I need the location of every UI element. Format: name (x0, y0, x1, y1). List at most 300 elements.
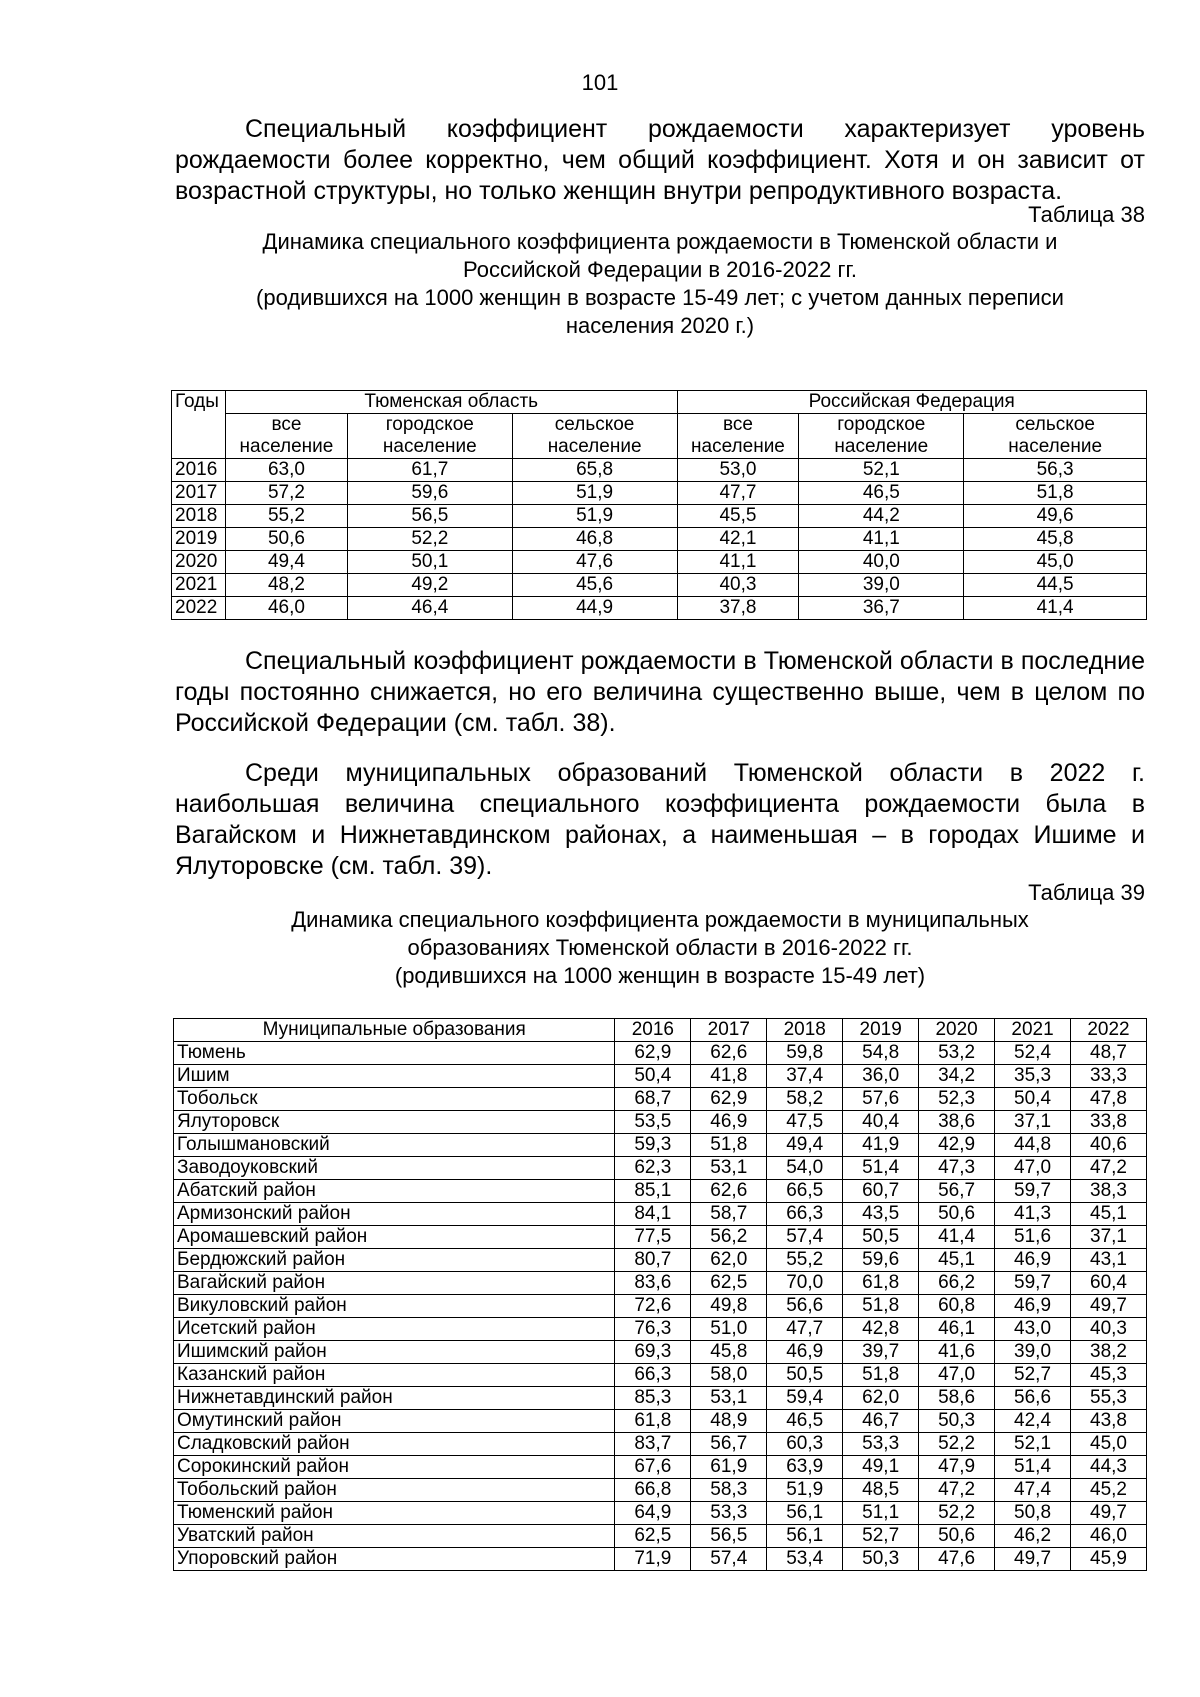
row-municipality: Тобольск (174, 1088, 615, 1111)
paragraph-3-text: Среди муниципальных образований Тюменской области в 2022 г. наибольшая величина специального коэффициента рождаемости была в Вагайском и Нижнетавдинском районах, а наименьшая – в городах Ишиме и Ялуторовске (см. табл. 39). (175, 759, 1145, 880)
table-cell: 83,7 (615, 1433, 691, 1456)
table-cell: 56,5 (347, 505, 512, 528)
table-cell: 57,4 (691, 1548, 767, 1571)
row-municipality: Тюменский район (174, 1502, 615, 1525)
table-cell: 45,8 (964, 528, 1147, 551)
table-cell: 49,8 (691, 1295, 767, 1318)
table-cell: 36,7 (799, 597, 964, 620)
header-year: 2017 (691, 1019, 767, 1042)
table-cell: 52,1 (799, 459, 964, 482)
table-cell: 49,6 (964, 505, 1147, 528)
table-cell: 56,6 (995, 1387, 1071, 1410)
table-cell: 53,0 (677, 459, 799, 482)
table-cell: 47,5 (767, 1111, 843, 1134)
table-cell: 76,3 (615, 1318, 691, 1341)
paragraph-1-text: Специальный коэффициент рождаемости характеризует уровень рождаемости более корректно, чем общий коэффициент. Хотя и он зависит от возрастной структуры, но только женщин внутри репродуктивного возраста. (175, 115, 1145, 205)
table-cell: 72,6 (615, 1295, 691, 1318)
table-cell: 47,7 (767, 1318, 843, 1341)
row-year: 2017 (172, 482, 226, 505)
table-cell: 61,8 (615, 1410, 691, 1433)
row-municipality: Нижнетавдинский район (174, 1387, 615, 1410)
table-cell: 38,3 (1071, 1180, 1147, 1203)
table-39-title (175, 906, 1145, 990)
table-cell: 51,8 (691, 1134, 767, 1157)
table-cell: 47,2 (919, 1479, 995, 1502)
table-cell: 47,0 (995, 1157, 1071, 1180)
table-38-title-line-4: населения 2020 г.) (565, 313, 755, 338)
table-cell: 63,0 (225, 459, 347, 482)
table-cell: 56,6 (767, 1295, 843, 1318)
row-year: 2016 (172, 459, 226, 482)
row-year: 2021 (172, 574, 226, 597)
table-39 (173, 1018, 1147, 1571)
row-municipality: Вагайский район (174, 1272, 615, 1295)
table-cell: 58,2 (767, 1088, 843, 1111)
paragraph-3 (175, 758, 1145, 882)
table-cell: 38,2 (1071, 1341, 1147, 1364)
table-cell: 62,6 (691, 1042, 767, 1065)
table-cell: 66,3 (615, 1364, 691, 1387)
table-cell: 51,1 (843, 1502, 919, 1525)
table-row (174, 1525, 1147, 1548)
table-cell: 58,6 (919, 1387, 995, 1410)
row-municipality: Ишим (174, 1065, 615, 1088)
table-cell: 46,4 (347, 597, 512, 620)
table-cell: 37,8 (677, 597, 799, 620)
table-cell: 67,6 (615, 1456, 691, 1479)
table-cell: 45,0 (1071, 1433, 1147, 1456)
table-cell: 56,1 (767, 1502, 843, 1525)
row-municipality: Бердюжский район (174, 1249, 615, 1272)
subheader-3: все население (677, 414, 799, 459)
table-cell: 59,4 (767, 1387, 843, 1410)
table-cell: 52,7 (843, 1525, 919, 1548)
table-cell: 62,0 (691, 1249, 767, 1272)
table-cell: 52,3 (919, 1088, 995, 1111)
table-cell: 56,5 (691, 1525, 767, 1548)
table-38-label: Таблица 38 (1028, 202, 1145, 227)
subheader-1: городское население (347, 414, 512, 459)
table-cell: 60,8 (919, 1295, 995, 1318)
row-municipality: Ишимский район (174, 1341, 615, 1364)
table-cell: 41,8 (691, 1065, 767, 1088)
table-cell: 47,9 (919, 1456, 995, 1479)
table-row (174, 1479, 1147, 1502)
row-municipality: Викуловский район (174, 1295, 615, 1318)
row-year: 2019 (172, 528, 226, 551)
table-cell: 45,1 (1071, 1203, 1147, 1226)
table-row (174, 1226, 1147, 1249)
table-cell: 39,0 (799, 574, 964, 597)
table-row (174, 1318, 1147, 1341)
table-row (174, 1364, 1147, 1387)
row-municipality: Тюмень (174, 1042, 615, 1065)
table-cell: 42,1 (677, 528, 799, 551)
table-cell: 57,4 (767, 1226, 843, 1249)
table-cell: 51,9 (767, 1479, 843, 1502)
subheader-0: все население (225, 414, 347, 459)
table-cell: 50,5 (843, 1226, 919, 1249)
header-year: 2020 (919, 1019, 995, 1042)
table-cell: 46,1 (919, 1318, 995, 1341)
table-cell: 46,9 (767, 1341, 843, 1364)
header-municipality: Муниципальные образования (174, 1019, 615, 1042)
table-cell: 47,3 (919, 1157, 995, 1180)
row-municipality: Голышмановский (174, 1134, 615, 1157)
table-cell: 46,5 (799, 482, 964, 505)
table-cell: 61,9 (691, 1456, 767, 1479)
header-year: 2016 (615, 1019, 691, 1042)
table-cell: 52,2 (919, 1433, 995, 1456)
table-cell: 41,6 (919, 1341, 995, 1364)
table-cell: 53,4 (767, 1548, 843, 1571)
paragraph-2 (175, 646, 1145, 739)
table-cell: 47,2 (1071, 1157, 1147, 1180)
header-tyumen-region: Тюменская область (225, 391, 677, 414)
table-cell: 58,7 (691, 1203, 767, 1226)
table-cell: 47,6 (919, 1548, 995, 1571)
table-row (174, 1180, 1147, 1203)
table-cell: 46,9 (995, 1249, 1071, 1272)
table-row (172, 482, 1147, 505)
row-municipality: Омутинский район (174, 1410, 615, 1433)
table-cell: 62,9 (691, 1088, 767, 1111)
table-row (172, 505, 1147, 528)
table-cell: 42,9 (919, 1134, 995, 1157)
table-row (174, 1548, 1147, 1571)
table-cell: 85,3 (615, 1387, 691, 1410)
table-row (172, 551, 1147, 574)
table-cell: 44,2 (799, 505, 964, 528)
table-cell: 40,3 (677, 574, 799, 597)
table-row (172, 597, 1147, 620)
table-cell: 53,2 (919, 1042, 995, 1065)
table-cell: 52,4 (995, 1042, 1071, 1065)
table-cell: 38,6 (919, 1111, 995, 1134)
row-municipality: Армизонский район (174, 1203, 615, 1226)
table-cell: 63,9 (767, 1456, 843, 1479)
table-cell: 49,2 (347, 574, 512, 597)
table-cell: 56,2 (691, 1226, 767, 1249)
subheader-5: сельское население (964, 414, 1147, 459)
table-cell: 50,6 (225, 528, 347, 551)
table-cell: 51,4 (843, 1157, 919, 1180)
table-cell: 51,4 (995, 1456, 1071, 1479)
table-cell: 50,8 (995, 1502, 1071, 1525)
table-39-label: Таблица 39 (1028, 880, 1145, 905)
table-cell: 45,9 (1071, 1548, 1147, 1571)
table-cell: 49,1 (843, 1456, 919, 1479)
table-cell: 47,4 (995, 1479, 1071, 1502)
table-cell: 40,3 (1071, 1318, 1147, 1341)
table-cell: 53,3 (691, 1502, 767, 1525)
table-cell: 44,8 (995, 1134, 1071, 1157)
row-year: 2020 (172, 551, 226, 574)
table-cell: 41,1 (799, 528, 964, 551)
table-39-title-line-1: Динамика специального коэффициента рождаемости в муниципальных (291, 907, 1029, 932)
table-cell: 46,0 (1071, 1525, 1147, 1548)
table-cell: 51,0 (691, 1318, 767, 1341)
table-cell: 46,0 (225, 597, 347, 620)
table-row (174, 1295, 1147, 1318)
table-cell: 50,5 (767, 1364, 843, 1387)
table-row (174, 1249, 1147, 1272)
table-cell: 39,7 (843, 1341, 919, 1364)
table-row (172, 574, 1147, 597)
header-year: 2021 (995, 1019, 1071, 1042)
header-year: 2018 (767, 1019, 843, 1042)
table-cell: 52,2 (347, 528, 512, 551)
table-cell: 41,9 (843, 1134, 919, 1157)
table-cell: 52,2 (919, 1502, 995, 1525)
table-row (174, 1456, 1147, 1479)
table-cell: 51,9 (512, 505, 677, 528)
table-cell: 53,5 (615, 1111, 691, 1134)
table-cell: 44,3 (1071, 1456, 1147, 1479)
table-cell: 51,9 (512, 482, 677, 505)
row-municipality: Заводоуковский (174, 1157, 615, 1180)
table-cell: 47,8 (1071, 1088, 1147, 1111)
table-row (174, 1065, 1147, 1088)
table-cell: 41,1 (677, 551, 799, 574)
table-row (174, 1203, 1147, 1226)
table-cell: 53,1 (691, 1157, 767, 1180)
table-cell: 59,7 (995, 1272, 1071, 1295)
table-cell: 45,8 (691, 1341, 767, 1364)
table-row (174, 1088, 1147, 1111)
table-cell: 45,5 (677, 505, 799, 528)
table-row (174, 1502, 1147, 1525)
table-row (172, 459, 1147, 482)
table-cell: 53,3 (843, 1433, 919, 1456)
table-cell: 56,1 (767, 1525, 843, 1548)
table-cell: 50,6 (919, 1203, 995, 1226)
table-cell: 47,6 (512, 551, 677, 574)
table-39-title-line-2: образованиях Тюменской области в 2016-2022 гг. (407, 935, 913, 960)
row-municipality: Аромашевский район (174, 1226, 615, 1249)
table-cell: 49,7 (995, 1548, 1071, 1571)
table-cell: 59,7 (995, 1180, 1071, 1203)
page-number: 101 (581, 70, 619, 95)
header-year: 2019 (843, 1019, 919, 1042)
table-row (174, 1157, 1147, 1180)
table-cell: 62,5 (691, 1272, 767, 1295)
table-cell: 83,6 (615, 1272, 691, 1295)
table-cell: 58,0 (691, 1364, 767, 1387)
table-cell: 43,1 (1071, 1249, 1147, 1272)
table-cell: 60,3 (767, 1433, 843, 1456)
table-cell: 45,6 (512, 574, 677, 597)
table-cell: 56,7 (919, 1180, 995, 1203)
table-cell: 37,1 (995, 1111, 1071, 1134)
table-38-title (175, 228, 1145, 340)
row-municipality: Упоровский район (174, 1548, 615, 1571)
header-russian-federation: Российская Федерация (677, 391, 1147, 414)
table-cell: 57,2 (225, 482, 347, 505)
row-year: 2022 (172, 597, 226, 620)
table-cell: 43,8 (1071, 1410, 1147, 1433)
table-cell: 49,7 (1071, 1295, 1147, 1318)
table-cell: 42,8 (843, 1318, 919, 1341)
table-cell: 37,4 (767, 1065, 843, 1088)
table-cell: 66,2 (919, 1272, 995, 1295)
table-cell: 56,3 (964, 459, 1147, 482)
table-cell: 62,9 (615, 1042, 691, 1065)
table-cell: 51,8 (843, 1295, 919, 1318)
table-cell: 41,4 (919, 1226, 995, 1249)
table-cell: 48,9 (691, 1410, 767, 1433)
table-cell: 66,5 (767, 1180, 843, 1203)
row-municipality: Казанский район (174, 1364, 615, 1387)
table-cell: 60,4 (1071, 1272, 1147, 1295)
table-row (174, 1042, 1147, 1065)
table-cell: 46,5 (767, 1410, 843, 1433)
table-cell: 80,7 (615, 1249, 691, 1272)
row-municipality: Абатский район (174, 1180, 615, 1203)
row-municipality: Уватский район (174, 1525, 615, 1548)
table-cell: 62,3 (615, 1157, 691, 1180)
table-cell: 41,3 (995, 1203, 1071, 1226)
table-row (174, 1341, 1147, 1364)
table-cell: 62,0 (843, 1387, 919, 1410)
table-cell: 50,4 (995, 1088, 1071, 1111)
table-cell: 45,2 (1071, 1479, 1147, 1502)
table-cell: 40,0 (799, 551, 964, 574)
table-cell: 50,1 (347, 551, 512, 574)
subheader-2: сельское население (512, 414, 677, 459)
table-cell: 43,0 (995, 1318, 1071, 1341)
table-cell: 33,8 (1071, 1111, 1147, 1134)
table-cell: 57,6 (843, 1088, 919, 1111)
table-cell: 64,9 (615, 1502, 691, 1525)
row-municipality: Ялуторовск (174, 1111, 615, 1134)
row-year: 2018 (172, 505, 226, 528)
table-cell: 59,3 (615, 1134, 691, 1157)
table-cell: 51,8 (843, 1364, 919, 1387)
table-cell: 65,8 (512, 459, 677, 482)
table-cell: 34,2 (919, 1065, 995, 1088)
table-cell: 42,4 (995, 1410, 1071, 1433)
table-cell: 84,1 (615, 1203, 691, 1226)
table-cell: 41,4 (964, 597, 1147, 620)
table-cell: 50,3 (843, 1548, 919, 1571)
table-cell: 77,5 (615, 1226, 691, 1249)
table-cell: 46,7 (843, 1410, 919, 1433)
table-row (174, 1433, 1147, 1456)
table-row (174, 1410, 1147, 1433)
table-cell: 45,0 (964, 551, 1147, 574)
table-cell: 44,5 (964, 574, 1147, 597)
table-cell: 35,3 (995, 1065, 1071, 1088)
table-cell: 51,8 (964, 482, 1147, 505)
table-cell: 47,7 (677, 482, 799, 505)
table-cell: 48,7 (1071, 1042, 1147, 1065)
header-year: 2022 (1071, 1019, 1147, 1042)
table-cell: 40,6 (1071, 1134, 1147, 1157)
table-cell: 44,9 (512, 597, 677, 620)
table-cell: 56,7 (691, 1433, 767, 1456)
table-row (174, 1272, 1147, 1295)
subheader-4: городское население (799, 414, 964, 459)
table-cell: 66,8 (615, 1479, 691, 1502)
table-cell: 46,8 (512, 528, 677, 551)
table-cell: 59,6 (843, 1249, 919, 1272)
table-cell: 47,0 (919, 1364, 995, 1387)
table-cell: 61,7 (347, 459, 512, 482)
table-cell: 60,7 (843, 1180, 919, 1203)
table-cell: 66,3 (767, 1203, 843, 1226)
table-cell: 69,3 (615, 1341, 691, 1364)
table-38-title-line-1: Динамика специального коэффициента рождаемости в Тюменской области и (262, 229, 1058, 254)
table-cell: 48,5 (843, 1479, 919, 1502)
table-cell: 58,3 (691, 1479, 767, 1502)
table-cell: 37,1 (1071, 1226, 1147, 1249)
header-years: Годы (172, 391, 226, 459)
table-row (174, 1387, 1147, 1410)
table-cell: 45,1 (919, 1249, 995, 1272)
row-municipality: Исетский район (174, 1318, 615, 1341)
row-municipality: Тобольский район (174, 1479, 615, 1502)
table-cell: 68,7 (615, 1088, 691, 1111)
table-39-title-line-3: (родившихся на 1000 женщин в возрасте 15-49 лет) (394, 963, 926, 988)
table-cell: 54,8 (843, 1042, 919, 1065)
table-cell: 85,1 (615, 1180, 691, 1203)
table-cell: 55,2 (225, 505, 347, 528)
row-municipality: Сладковский район (174, 1433, 615, 1456)
table-cell: 54,0 (767, 1157, 843, 1180)
table-cell: 33,3 (1071, 1065, 1147, 1088)
table-cell: 49,7 (1071, 1502, 1147, 1525)
table-row (174, 1134, 1147, 1157)
table-row (174, 1111, 1147, 1134)
table-cell: 45,3 (1071, 1364, 1147, 1387)
table-cell: 62,6 (691, 1180, 767, 1203)
table-cell: 36,0 (843, 1065, 919, 1088)
table-cell: 71,9 (615, 1548, 691, 1571)
table-cell: 46,9 (995, 1295, 1071, 1318)
table-cell: 40,4 (843, 1111, 919, 1134)
table-row (172, 528, 1147, 551)
table-cell: 43,5 (843, 1203, 919, 1226)
table-cell: 46,2 (995, 1525, 1071, 1548)
paragraph-2-text: Специальный коэффициент рождаемости в Тюменской области в последние годы постоянно снижается, но его величина существенно выше, чем в целом по Российской Федерации (см. табл. 38). (175, 647, 1145, 737)
table-cell: 59,6 (347, 482, 512, 505)
table-cell: 61,8 (843, 1272, 919, 1295)
table-cell: 62,5 (615, 1525, 691, 1548)
table-cell: 52,7 (995, 1364, 1071, 1387)
table-cell: 48,2 (225, 574, 347, 597)
table-cell: 70,0 (767, 1272, 843, 1295)
table-cell: 46,9 (691, 1111, 767, 1134)
table-cell: 51,6 (995, 1226, 1071, 1249)
row-municipality: Сорокинский район (174, 1456, 615, 1479)
table-38-title-line-3: (родившихся на 1000 женщин в возрасте 15-49 лет; с учетом данных переписи (256, 285, 1064, 310)
table-cell: 39,0 (995, 1341, 1071, 1364)
table-cell: 55,3 (1071, 1387, 1147, 1410)
table-cell: 49,4 (225, 551, 347, 574)
table-cell: 59,8 (767, 1042, 843, 1065)
table-cell: 52,1 (995, 1433, 1071, 1456)
table-cell: 50,6 (919, 1525, 995, 1548)
paragraph-1 (175, 114, 1145, 207)
table-cell: 50,4 (615, 1065, 691, 1088)
table-cell: 53,1 (691, 1387, 767, 1410)
table-cell: 49,4 (767, 1134, 843, 1157)
table-cell: 50,3 (919, 1410, 995, 1433)
table-38-title-line-2: Российской Федерации в 2016-2022 гг. (463, 257, 857, 282)
table-38 (171, 390, 1147, 620)
table-cell: 55,2 (767, 1249, 843, 1272)
